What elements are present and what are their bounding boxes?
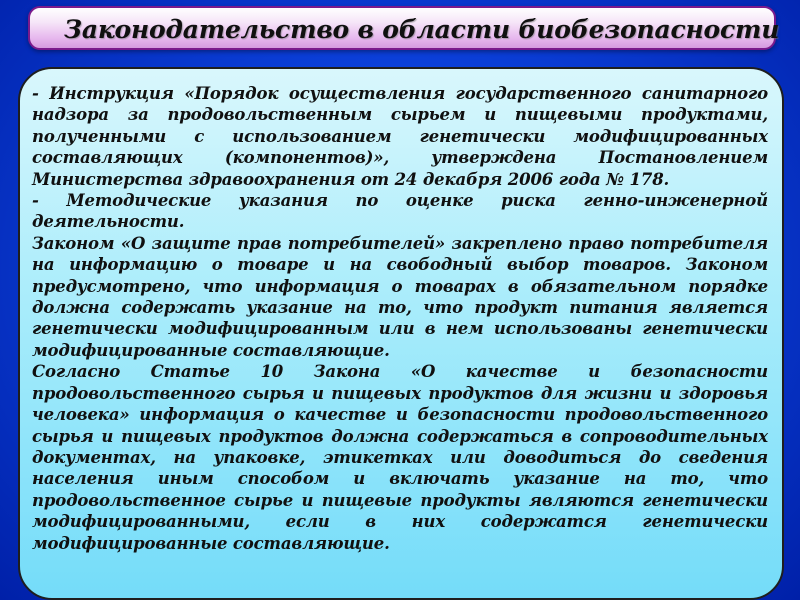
paragraph-instruction: - Инструкция «Порядок осуществления государственного санитарного надзора за продовольственным сырьем и пищевыми продуктами, полученными с использованием генетически модифицированных составляющих (компонентов)», утверждена Постановлением Министерства здравоохранения от 24 декабря 2006 года № 178. — [32, 84, 768, 189]
content-panel — [18, 67, 784, 600]
paragraph-consumer-rights-law: Законом «О защите прав потребителей» закреплено право потребителя на информацию о товаре и на свободный выбор товаров. Законом предусмотрено, что информация о товарах в обязательном порядке должна содержать указание на то, что продукт питания является генетически модифицированным или в нем использованы генетически модифицированные составляющие. — [32, 233, 768, 360]
paragraph-article-10: Согласно Статье 10 Закона «О качестве и безопасности продовольственного сырья и пищевых продуктов для жизни и здоровья человека» информация о качестве и безопасности продовольственного сырья и пищевых продуктов должна содержаться в сопроводительных документах, на упаковке, этикетках или доводиться до сведения населения иным способом и включать указание на то, что продовольственное сырье и пищевые продукты являются генетически модифицированными, если в них содержатся генетически модифицированные составляющие. — [32, 362, 768, 553]
slide-title-box — [28, 6, 780, 50]
content-text — [32, 83, 768, 554]
slide-title: Законодательство в области биобезопасности — [64, 15, 780, 44]
paragraph-methodical-guidelines: - Методические указания по оценке риска генно-инженерной деятельности. — [32, 191, 768, 232]
